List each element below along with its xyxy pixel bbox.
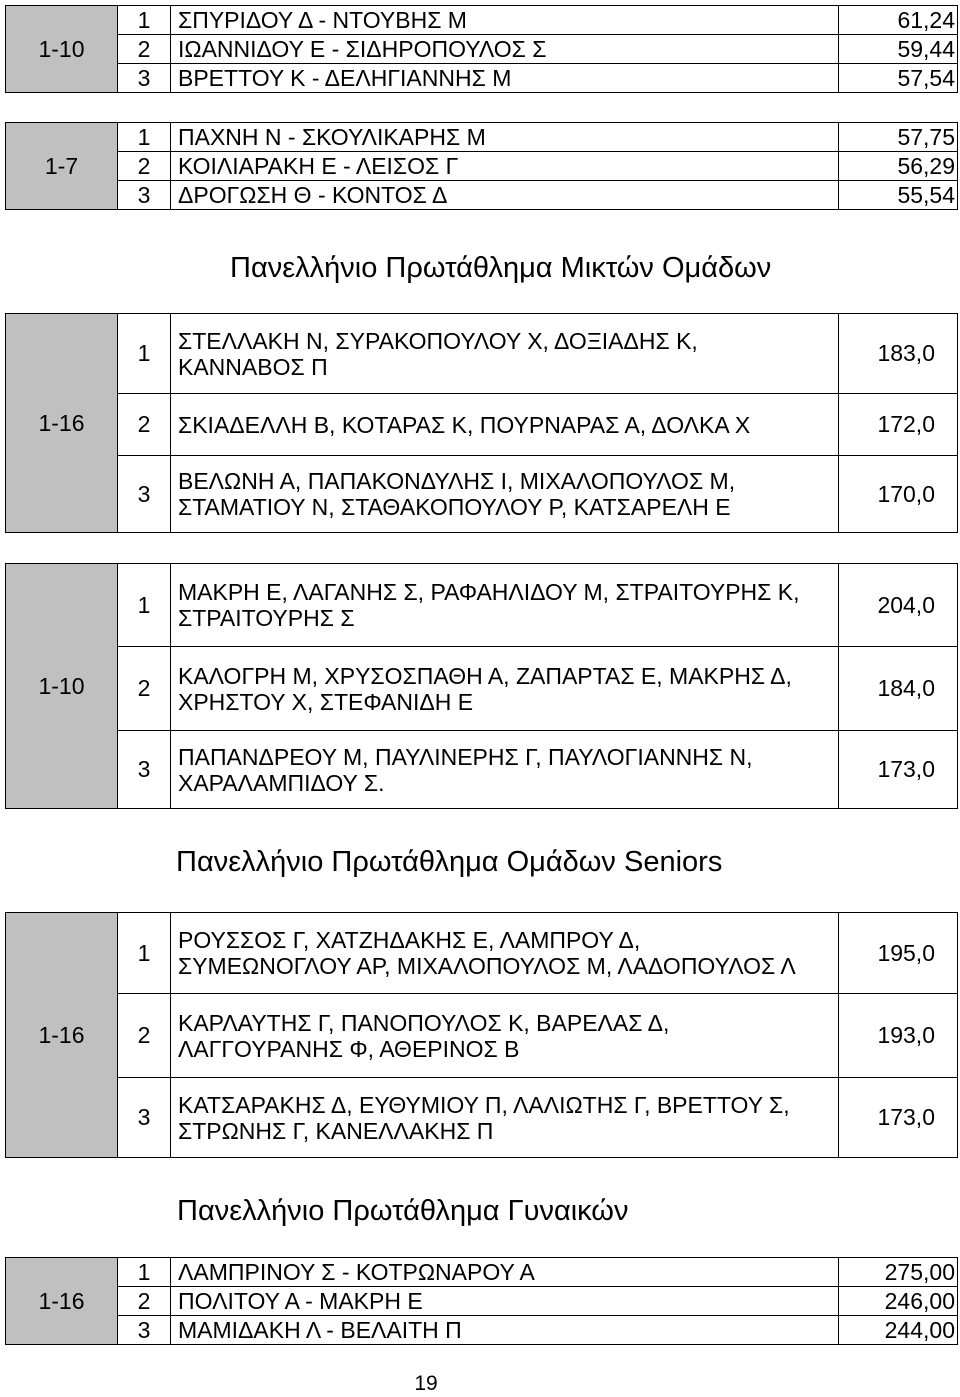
group-range-cell: 1-16 (6, 1258, 118, 1345)
result-row (6, 994, 958, 1078)
team-members-cell (171, 731, 839, 809)
score-cell: 204,0 (839, 564, 958, 647)
team-members-cell (171, 456, 839, 533)
section-title-mixed-teams: Πανελλήνιο Πρωτάθλημα Μικτών Ομάδων (230, 252, 772, 284)
pair-names-cell: ΒΡΕΤΤΟΥ Κ - ΔΕΛΗΓΙΑΝΝΗΣ Μ (171, 64, 839, 93)
result-row (6, 456, 958, 533)
team-members-line: ΚΑΝΝΑΒΟΣ Π (178, 353, 328, 380)
result-row (6, 64, 958, 93)
result-row (6, 564, 958, 647)
team-members-cell (171, 564, 839, 647)
team-members-cell (171, 394, 839, 456)
rank-cell: 2 (118, 994, 171, 1078)
score-cell: 193,0 (839, 994, 958, 1078)
score-cell: 56,29 (839, 152, 958, 181)
rank-cell: 1 (118, 913, 171, 994)
rank-cell: 1 (118, 6, 171, 35)
pair-names-cell: ΛΑΜΠΡΙΝΟΥ Σ - ΚΟΤΡΩΝΑΡΟΥ Α (171, 1258, 839, 1287)
rank-cell: 2 (118, 647, 171, 731)
mixed-teams-table-1 (5, 313, 958, 533)
score-cell: 170,0 (839, 456, 958, 533)
group-range-cell: 1-16 (6, 913, 118, 1158)
result-row (6, 913, 958, 994)
result-row (6, 1316, 958, 1345)
result-row (6, 6, 958, 35)
rank-cell: 2 (118, 152, 171, 181)
group-range-cell: 1-10 (6, 564, 118, 809)
score-cell: 195,0 (839, 913, 958, 994)
team-members-line: ΚΑΤΣΑΡΑΚΗΣ Δ, ΕΥΘΥΜΙΟΥ Π, ΛΑΛΙΩΤΗΣ Γ, ΒΡΕΤΤΟΥ Σ, (178, 1091, 790, 1118)
score-cell: 183,0 (839, 314, 958, 394)
team-members-line: ΚΑΛΟΓΡΗ Μ, ΧΡΥΣΟΣΠΑΘΗ Α, ΖΑΠΑΡΤΑΣ Ε, ΜΑΚΡΗΣ Δ, (178, 662, 792, 689)
rank-cell: 2 (118, 1287, 171, 1316)
score-cell: 57,54 (839, 64, 958, 93)
rank-cell: 1 (118, 314, 171, 394)
team-members-line: ΣΥΜΕΩΝΟΓΛΟΥ ΑΡ, ΜΙΧΑΛΟΠΟΥΛΟΣ Μ, ΛΑΔΟΠΟΥΛΟΣ Λ (178, 953, 796, 979)
result-row (6, 314, 958, 394)
score-cell: 275,00 (839, 1258, 958, 1287)
pairs-results-table-1 (5, 5, 958, 93)
result-row (6, 1078, 958, 1158)
rank-cell: 3 (118, 1316, 171, 1345)
pair-names-cell: ΣΠΥΡΙΔΟΥ Δ - ΝΤΟΥΒΗΣ Μ (171, 6, 839, 35)
rank-cell: 1 (118, 1258, 171, 1287)
pairs-results-table-2 (5, 122, 958, 210)
group-range-cell: 1-16 (6, 314, 118, 533)
result-row (6, 35, 958, 64)
seniors-teams-table (5, 912, 958, 1158)
pair-names-cell: ΠΑΧΝΗ Ν - ΣΚΟΥΛΙΚΑΡΗΣ Μ (171, 123, 839, 152)
team-members-line: ΣΚΙΑΔΕΛΛΗ Β, ΚΟΤΑΡΑΣ Κ, ΠΟΥΡΝΑΡΑΣ Α, ΔΟΛΚΑ Χ (178, 411, 751, 438)
team-members-line: ΒΕΛΩΝΗ Α, ΠΑΠΑΚΟΝΔΥΛΗΣ Ι, ΜΙΧΑΛΟΠΟΥΛΟΣ Μ, (178, 468, 736, 494)
group-range-cell: 1-7 (6, 123, 118, 210)
score-cell: 59,44 (839, 35, 958, 64)
rank-cell: 3 (118, 181, 171, 210)
team-members-cell (171, 913, 839, 994)
score-cell: 57,75 (839, 123, 958, 152)
rank-cell: 3 (118, 456, 171, 533)
section-title-women: Πανελλήνιο Πρωτάθλημα Γυναικών (177, 1195, 629, 1227)
team-members-line: ΚΑΡΛΑΥΤΗΣ Γ, ΠΑΝΟΠΟΥΛΟΣ Κ, ΒΑΡΕΛΑΣ Δ, (178, 1009, 670, 1036)
result-row (6, 1258, 958, 1287)
result-row (6, 123, 958, 152)
result-row (6, 731, 958, 809)
mixed-teams-table-2 (5, 563, 958, 809)
rank-cell: 2 (118, 35, 171, 64)
score-cell: 184,0 (839, 647, 958, 731)
rank-cell: 2 (118, 394, 171, 456)
result-row (6, 394, 958, 456)
team-members-line: ΡΟΥΣΣΟΣ Γ, ΧΑΤΖΗΔΑΚΗΣ Ε, ΛΑΜΠΡΟΥ Δ, (178, 927, 641, 953)
section-title-seniors-teams: Πανελλήνιο Πρωτάθλημα Ομάδων Seniors (176, 846, 723, 878)
result-row (6, 181, 958, 210)
rank-cell: 3 (118, 1078, 171, 1158)
team-members-cell (171, 314, 839, 394)
pair-names-cell: ΙΩΑΝΝΙΔΟΥ Ε - ΣΙΔΗΡΟΠΟΥΛΟΣ Σ (171, 35, 839, 64)
team-members-line: ΛΑΓΓΟΥΡΑΝΗΣ Φ, ΑΘΕΡΙΝΟΣ Β (178, 1035, 520, 1062)
score-cell: 173,0 (839, 1078, 958, 1158)
team-members-line: ΣΤΡΩΝΗΣ Γ, ΚΑΝΕΛΛΑΚΗΣ Π (178, 1117, 494, 1144)
pair-names-cell: ΜΑΜΙΔΑΚΗ Λ - ΒΕΛΑΙΤΗ Π (171, 1316, 839, 1345)
team-members-line: ΜΑΚΡΗ Ε, ΛΑΓΑΝΗΣ Σ, ΡΑΦΑΗΛΙΔΟΥ Μ, ΣΤΡΑΙΤΟΥΡΗΣ Κ, (178, 579, 800, 605)
pair-names-cell: ΠΟΛΙΤΟΥ Α - ΜΑΚΡΗ Ε (171, 1287, 839, 1316)
rank-cell: 3 (118, 64, 171, 93)
team-members-cell (171, 994, 839, 1078)
rank-cell: 1 (118, 123, 171, 152)
score-cell: 246,00 (839, 1287, 958, 1316)
rank-cell: 3 (118, 731, 171, 809)
team-members-line: ΣΤΑΜΑΤΙΟΥ Ν, ΣΤΑΘΑΚΟΠΟΥΛΟΥ Ρ, ΚΑΤΣΑΡΕΛΗ Ε (178, 494, 731, 520)
result-row (6, 647, 958, 731)
page-number: 19 (414, 1372, 438, 1395)
pair-names-cell: ΔΡΟΓΩΣΗ Θ - ΚΟΝΤΟΣ Δ (171, 181, 839, 210)
score-cell: 61,24 (839, 6, 958, 35)
team-members-line: ΧΑΡΑΛΑΜΠΙΔΟΥ Σ. (178, 769, 385, 796)
team-members-line: ΧΡΗΣΤΟΥ Χ, ΣΤΕΦΑΝΙΔΗ Ε (178, 688, 474, 715)
team-members-line: ΠΑΠΑΝΔΡΕΟΥ Μ, ΠΑΥΛΙΝΕΡΗΣ Γ, ΠΑΥΛΟΓΙΑΝΝΗΣ Ν, (178, 743, 753, 770)
score-cell: 244,00 (839, 1316, 958, 1345)
result-row (6, 152, 958, 181)
score-cell: 55,54 (839, 181, 958, 210)
rank-cell: 1 (118, 564, 171, 647)
team-members-cell (171, 1078, 839, 1158)
group-range-cell: 1-10 (6, 6, 118, 93)
team-members-cell (171, 647, 839, 731)
team-members-line: ΣΤΡΑΙΤΟΥΡΗΣ Σ (178, 605, 355, 631)
result-row (6, 1287, 958, 1316)
team-members-line: ΣΤΕΛΛΑΚΗ Ν, ΣΥΡΑΚΟΠΟΥΛΟΥ Χ, ΔΟΞΙΑΔΗΣ Κ, (178, 327, 698, 354)
women-pairs-table (5, 1257, 958, 1345)
score-cell: 172,0 (839, 394, 958, 456)
score-cell: 173,0 (839, 731, 958, 809)
pair-names-cell: ΚΟΙΛΙΑΡΑΚΗ Ε - ΛΕΙΣΟΣ Γ (171, 152, 839, 181)
